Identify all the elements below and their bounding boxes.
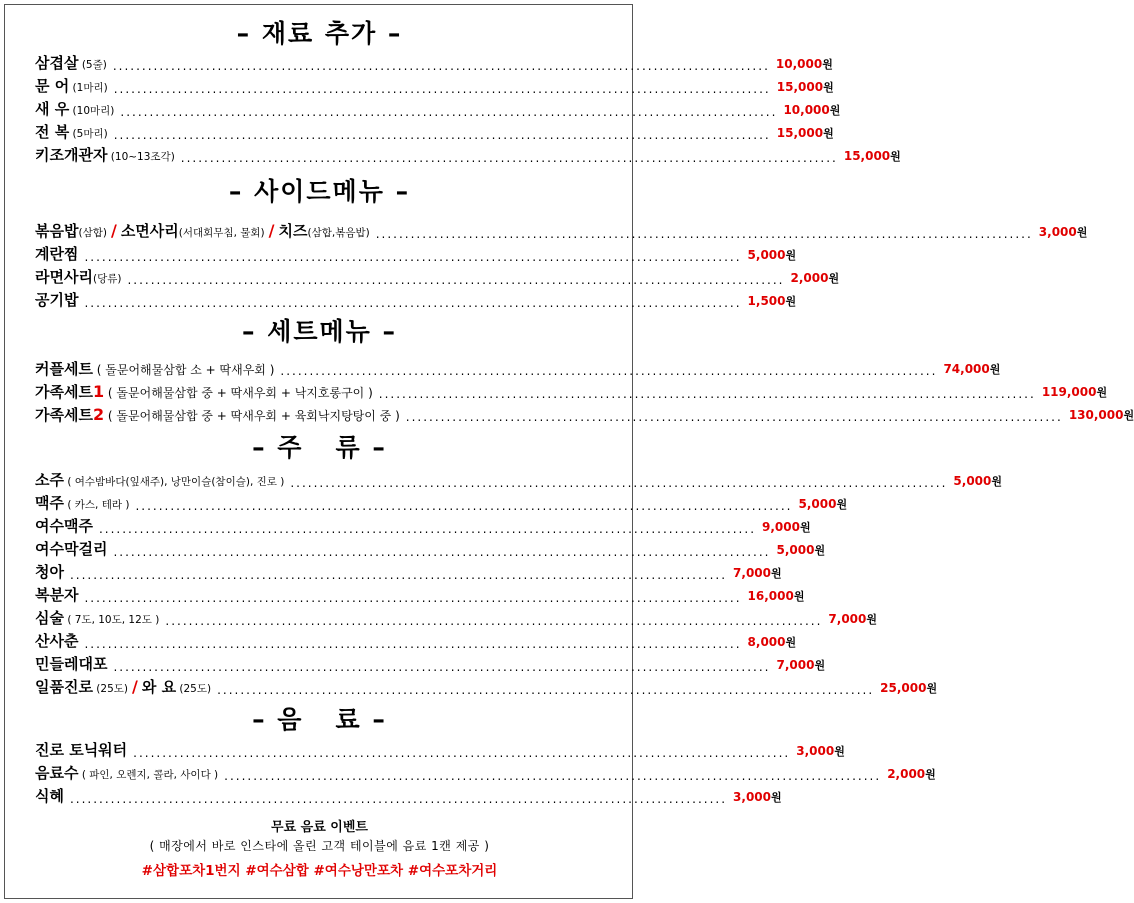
menu-row xyxy=(35,741,845,763)
item-name: 커플세트 ( 돌문어해물삼합 소 + 딱새우회 ) xyxy=(35,360,275,378)
menu-row xyxy=(35,471,1003,493)
item-name: 음료수 ( 파인, 오렌지, 콜라, 사이다 ) xyxy=(35,764,219,782)
menu-row-side-combo xyxy=(35,221,1088,244)
item-price: 130,000원 xyxy=(1068,408,1134,422)
item-price: 9,000원 xyxy=(762,520,811,534)
item-name: 가족세트2 ( 돌문어해물삼합 중 + 딱새우회 + 육회낙지탕탕이 중 ) xyxy=(35,405,400,424)
item-price: 25,000원 xyxy=(880,681,938,695)
item-name: 여수막걸리 xyxy=(35,540,108,558)
item-price: 119,000원 xyxy=(1041,385,1108,399)
menu-row xyxy=(35,517,811,539)
item-name: 키조개관자 (10~13조각) xyxy=(35,146,175,164)
dot-leader: ................................................................................................................. xyxy=(120,105,778,119)
menu-row xyxy=(35,494,848,516)
item-name: 복분자 xyxy=(35,586,79,604)
item-name: 공기밥 xyxy=(35,291,79,309)
menu-row xyxy=(35,268,840,290)
item-name: 식혜 xyxy=(35,787,64,805)
menu-row xyxy=(35,655,826,677)
item-name: 산사춘 xyxy=(35,632,79,650)
item-name: 계란찜 xyxy=(35,245,79,263)
item-price: 15,000원 xyxy=(776,126,834,140)
item-price: 7,000원 xyxy=(776,658,826,672)
dot-leader: ................................................................................................................. xyxy=(165,614,823,628)
menu-row xyxy=(35,563,782,585)
item-price: 10,000원 xyxy=(775,57,833,71)
dot-leader: ................................................................................................................. xyxy=(405,410,1063,424)
item-price: 10,000원 xyxy=(783,103,841,117)
menu-row xyxy=(35,100,841,122)
item-name: 새 우 (10마리) xyxy=(35,100,115,118)
menu-row xyxy=(35,245,797,267)
dot-leader: ................................................................................................................. xyxy=(113,128,771,142)
event-description: ( 매장에서 바로 인스타에 올린 고객 테이블에 음료 1캔 제공 ) xyxy=(149,839,490,853)
menu-row xyxy=(35,382,1108,404)
menu-row xyxy=(35,540,826,562)
item-price: 1,500원 xyxy=(747,294,797,308)
menu-row xyxy=(35,123,834,145)
dot-leader: ................................................................................................................. xyxy=(378,387,1036,401)
menu-row xyxy=(35,632,797,654)
dot-leader: ................................................................................................................. xyxy=(135,499,793,513)
menu-row xyxy=(35,54,833,76)
menu-row xyxy=(35,764,936,786)
item-name: 삼겹살 (5줄) xyxy=(35,54,107,72)
item-price: 8,000원 xyxy=(747,635,797,649)
section-title-extra: – 재료 추가 – xyxy=(236,19,403,48)
item-price: 7,000원 xyxy=(828,612,878,626)
dot-leader: ................................................................................................................. xyxy=(133,746,791,760)
menu-row xyxy=(35,146,901,168)
item-name: 라면사리(당류) xyxy=(35,268,122,286)
event-title: 무료 음료 이벤트 xyxy=(271,820,368,835)
item-price: 3,000원 xyxy=(796,744,845,758)
hashtags: #삼합포차1번지 #여수삼합 #여수낭만포차 #여수포차거리 xyxy=(141,863,498,879)
dot-leader: ................................................................................................................. xyxy=(84,250,742,264)
dot-leader: ................................................................................................................. xyxy=(127,273,785,287)
dot-leader: ................................................................................................................. xyxy=(113,82,771,96)
dot-leader: ................................................................................................................. xyxy=(69,792,728,806)
dot-leader: ................................................................................................................. xyxy=(113,660,771,674)
menu-row-drinks-last xyxy=(35,677,938,700)
item-name: 심술 ( 7도, 10도, 12도 ) xyxy=(35,609,160,627)
dot-leader: ................................................................................................................. xyxy=(84,591,742,605)
dot-leader: ................................................................................................................. xyxy=(98,522,757,536)
section-title-beverage: – 음 료 – xyxy=(252,705,387,734)
dot-leader: ................................................................................................................. xyxy=(112,59,770,73)
dot-leader: ................................................................................................................. xyxy=(84,296,742,310)
menu-row xyxy=(35,609,878,631)
item-name: 진로 토닉워터 xyxy=(35,741,128,759)
item-name: 볶음밥(삼합) / 소면사리(서대회무침, 물회) / 치즈(삼합,볶음밥) xyxy=(35,221,370,240)
item-name: 여수맥주 xyxy=(35,517,93,535)
dot-leader: ................................................................................................................. xyxy=(280,364,938,378)
dot-leader: ................................................................................................................. xyxy=(224,769,882,783)
item-name: 소주 ( 여수밤바다(잎새주), 낭만이슬(참이슬), 진로 ) xyxy=(35,471,285,489)
item-name: 민들레대포 xyxy=(35,655,108,673)
menu-row xyxy=(35,586,805,608)
item-price: 15,000원 xyxy=(843,149,901,163)
item-price: 7,000원 xyxy=(733,566,782,580)
section-title-side: – 사이드메뉴 – xyxy=(228,177,411,206)
item-price: 5,000원 xyxy=(776,543,826,557)
section-title-drinks: – 주 류 – xyxy=(252,433,387,462)
dot-leader: ................................................................................................................. xyxy=(217,683,875,697)
dot-leader: ................................................................................................................. xyxy=(375,227,1033,241)
item-price: 74,000원 xyxy=(943,362,1001,376)
dot-leader: ................................................................................................................. xyxy=(290,476,948,490)
item-price: 5,000원 xyxy=(953,474,1003,488)
menu-row xyxy=(35,77,834,99)
menu-row xyxy=(35,405,1134,427)
item-price: 15,000원 xyxy=(776,80,834,94)
item-name: 문 어 (1마리) xyxy=(35,77,108,95)
item-price: 5,000원 xyxy=(798,497,848,511)
item-name: 일품진로 (25도) / 와 요 (25도) xyxy=(35,677,212,696)
item-price: 3,000원 xyxy=(1038,225,1088,239)
item-name: 맥주 ( 카스, 테라 ) xyxy=(35,494,130,512)
dot-leader: ................................................................................................................. xyxy=(113,545,771,559)
item-price: 2,000원 xyxy=(887,767,936,781)
item-price: 2,000원 xyxy=(790,271,840,285)
item-price: 5,000원 xyxy=(747,248,797,262)
menu-row xyxy=(35,359,1001,381)
dot-leader: ................................................................................................................. xyxy=(180,151,838,165)
menu-row xyxy=(35,787,782,809)
item-name: 청아 xyxy=(35,563,64,581)
dot-leader: ................................................................................................................. xyxy=(69,568,728,582)
menu-row xyxy=(35,291,797,313)
item-price: 3,000원 xyxy=(733,790,782,804)
item-name: 가족세트1 ( 돌문어해물삼합 중 + 딱새우회 + 낙지호롱구이 ) xyxy=(35,382,373,401)
item-price: 16,000원 xyxy=(747,589,805,603)
section-title-set: – 세트메뉴 – xyxy=(241,317,397,346)
item-name: 전 복 (5마리) xyxy=(35,123,108,141)
dot-leader: ................................................................................................................. xyxy=(84,637,742,651)
